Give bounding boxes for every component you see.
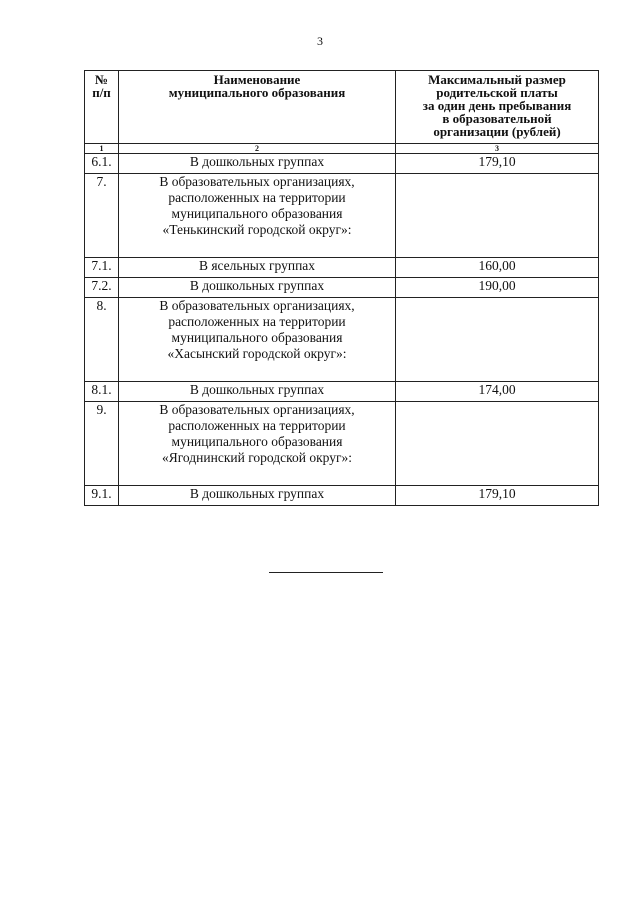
parent-fee-table [84,70,599,506]
header-number: № п/п [85,71,119,144]
row-name: В дошкольных группах [119,154,396,174]
row-name: В дошкольных группах [119,278,396,298]
row-number: 7. [85,174,119,258]
row-name: В дошкольных группах [119,486,396,506]
table-row [85,154,599,174]
row-name: В образовательных организациях, расположенных на территории муниципального образования «Тенькинский городской округ»: [119,174,396,258]
table-row [85,382,599,402]
row-value [396,174,599,258]
row-number: 8.1. [85,382,119,402]
table-row [85,298,599,382]
row-name: В образовательных организациях, расположенных на территории муниципального образования «Ягоднинский городской округ»: [119,402,396,486]
column-index: 3 [396,144,599,154]
table-row [85,278,599,298]
row-number: 9.1. [85,486,119,506]
column-index: 2 [119,144,396,154]
header-max-fee: Максимальный размер родительской платы за один день пребывания в образовательной организации (рублей) [396,71,599,144]
table-row [85,486,599,506]
end-divider-line [269,572,383,573]
row-name: В образовательных организациях, расположенных на территории муниципального образования «Хасынский городской округ»: [119,298,396,382]
row-value: 179,10 [396,154,599,174]
table-row [85,258,599,278]
row-value: 174,00 [396,382,599,402]
page-number: 3 [317,34,323,48]
row-value: 160,00 [396,258,599,278]
table-row [85,402,599,486]
row-number: 9. [85,402,119,486]
row-number: 7.2. [85,278,119,298]
row-number: 6.1. [85,154,119,174]
header-municipality: Наименование муниципального образования [119,71,396,144]
row-name: В дошкольных группах [119,382,396,402]
row-number: 7.1. [85,258,119,278]
row-value [396,402,599,486]
row-value: 190,00 [396,278,599,298]
row-number: 8. [85,298,119,382]
column-index: 1 [85,144,119,154]
column-index-row [85,144,599,154]
row-name: В ясельных группах [119,258,396,278]
table-row [85,174,599,258]
row-value [396,298,599,382]
row-value: 179,10 [396,486,599,506]
table-header-row [85,71,599,144]
